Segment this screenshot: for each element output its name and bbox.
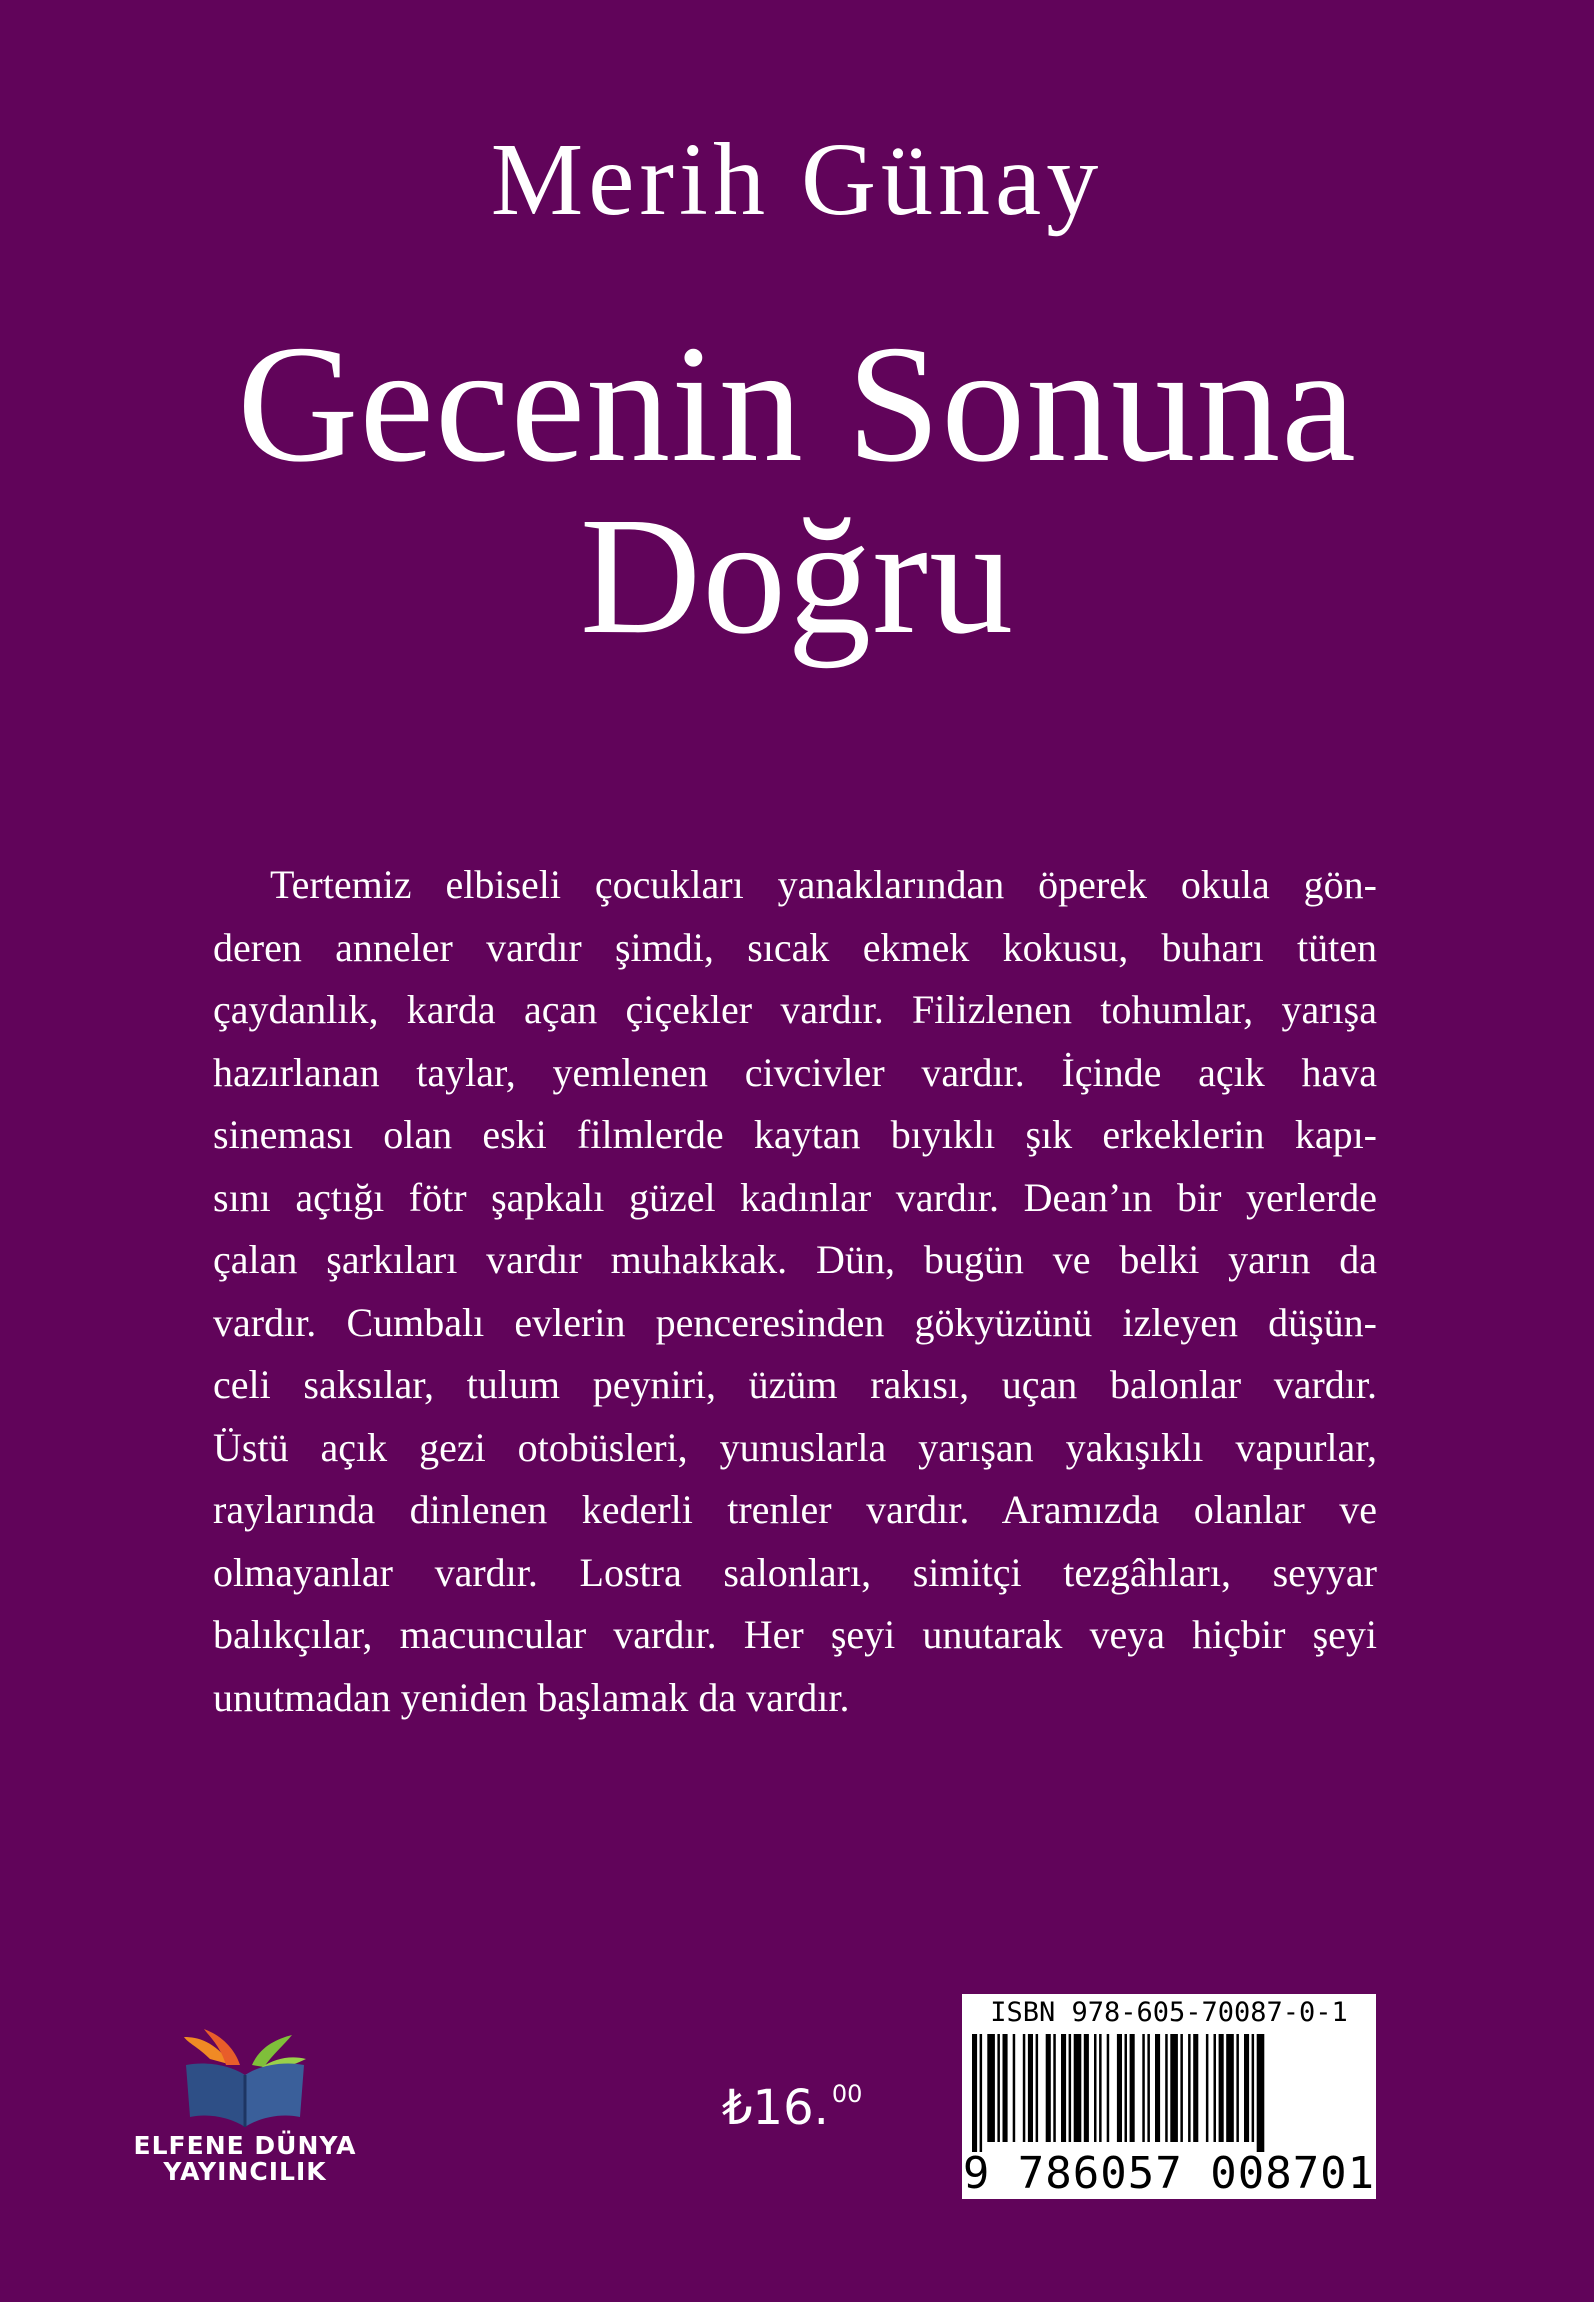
publisher-name (125, 2133, 365, 2185)
barcode-bar (1252, 2034, 1255, 2142)
barcode-bar (1023, 2034, 1026, 2142)
barcode-bar (1155, 2034, 1160, 2142)
barcode-bar (1226, 2034, 1234, 2142)
barcode-bar (980, 2034, 983, 2152)
blurb-line: olmayanlar vardır. Lostra salonları, simitçi tezgâhları, seyyar (213, 1549, 1377, 1595)
book-title-line-1: Gecenin Sonuna (237, 311, 1357, 497)
barcode-bar (1117, 2034, 1122, 2142)
barcode-bar (1188, 2034, 1191, 2142)
book-title-line-2: Doğru (579, 483, 1015, 669)
barcode-bar (1165, 2034, 1168, 2142)
barcode-bar (1257, 2034, 1265, 2152)
blurb-line: sineması olan eski filmlerde kaytan bıyıklı şık erkeklerin kapı- (213, 1112, 1377, 1157)
barcode-bars-icon (966, 2034, 1372, 2152)
blurb-paragraph (213, 854, 1377, 1729)
blurb-line: deren anneler vardır şimdi, sıcak ekmek kokusu, buharı tüten (213, 924, 1377, 970)
barcode-bar (1053, 2034, 1056, 2142)
price-label (722, 2080, 862, 2136)
barcode-bar (1028, 2034, 1033, 2142)
barcode-bar (1013, 2034, 1016, 2142)
author-name: Merih Günay (490, 122, 1104, 237)
price-cents: 00 (831, 2080, 863, 2108)
blurb-line: raylarında dinlenen kederli trenler vardır. Aramızda olanlar ve (213, 1487, 1377, 1532)
barcode-bar (1180, 2034, 1183, 2142)
barcode-bar (1107, 2034, 1110, 2142)
barcode-bar (1094, 2034, 1097, 2142)
barcode-bar (1193, 2034, 1198, 2142)
publisher-name-line-1: ELFENE DÜNYA (133, 2131, 357, 2160)
barcode-bar (997, 2034, 1000, 2142)
barcode-bar (1236, 2034, 1239, 2142)
blurb-line: unutmadan yeniden başlamak da vardır. (213, 1674, 850, 1720)
blurb-line: celi saksılar, tulum peyniri, üzüm rakısı, uçan balonlar vardır. (213, 1362, 1377, 1407)
barcode-bar (1061, 2034, 1066, 2142)
barcode-bar (1147, 2034, 1150, 2142)
blurb-line: Üstü açık gezi otobüsleri, yunuslarla yarışan yakışıklı vapurlar, (213, 1424, 1377, 1470)
barcode-bar (972, 2034, 977, 2152)
barcode-bar (1244, 2034, 1249, 2142)
book-title (0, 311, 1594, 669)
blurb-line: çaydanlık, karda açan çiçekler vardır. Filizlenen tohumlar, yarışa (213, 987, 1377, 1032)
barcode-bar (1142, 2034, 1145, 2142)
price-main: ₺16. (722, 2080, 829, 2136)
barcode-bar (1219, 2034, 1224, 2142)
blurb-line: sını açtığı fötr şapkalı güzel kadınlar vardır. Dean’ın bir yerlerde (213, 1174, 1377, 1220)
publisher-name-line-2: YAYINCILIK (163, 2157, 327, 2186)
barcode-bar (1003, 2034, 1008, 2142)
isbn-number: ISBN 978-605-70087-0-1 (990, 1997, 1348, 2028)
barcode-bar (1099, 2034, 1102, 2142)
barcode-bar (1069, 2034, 1072, 2142)
barcode-bar (1130, 2034, 1135, 2142)
barcode-bar (987, 2034, 995, 2142)
barcode-bar (1125, 2034, 1128, 2142)
blurb-line: balıkçılar, macuncular vardır. Her şeyi unutarak veya hiçbir şeyi (213, 1612, 1377, 1657)
isbn-barcode (962, 1994, 1376, 2199)
barcode-bar (1214, 2034, 1217, 2142)
publisher-logo (125, 2025, 365, 2195)
barcode-bar (1046, 2034, 1051, 2142)
barcode-bar (1206, 2034, 1209, 2142)
blurb-line: Tertemiz elbiseli çocukları yanaklarından öperek okula gön- (270, 862, 1377, 907)
blurb-line: çalan şarkıları vardır muhakkak. Dün, bugün ve belki yarın da (213, 1237, 1377, 1282)
blurb-line: vardır. Cumbalı evlerin penceresinden gökyüzünü izleyen düşün- (213, 1299, 1377, 1345)
barcode-bar (1170, 2034, 1178, 2142)
blurb-line: hazırlanan taylar, yemlenen civcivler vardır. İçinde açık hava (213, 1049, 1377, 1095)
barcode-digits: 9 786057 008701 (962, 2148, 1376, 2199)
barcode-bar (1036, 2034, 1039, 2142)
barcode-bar (1084, 2034, 1089, 2142)
open-book-icon (180, 2025, 310, 2130)
barcode-bar (1074, 2034, 1082, 2142)
